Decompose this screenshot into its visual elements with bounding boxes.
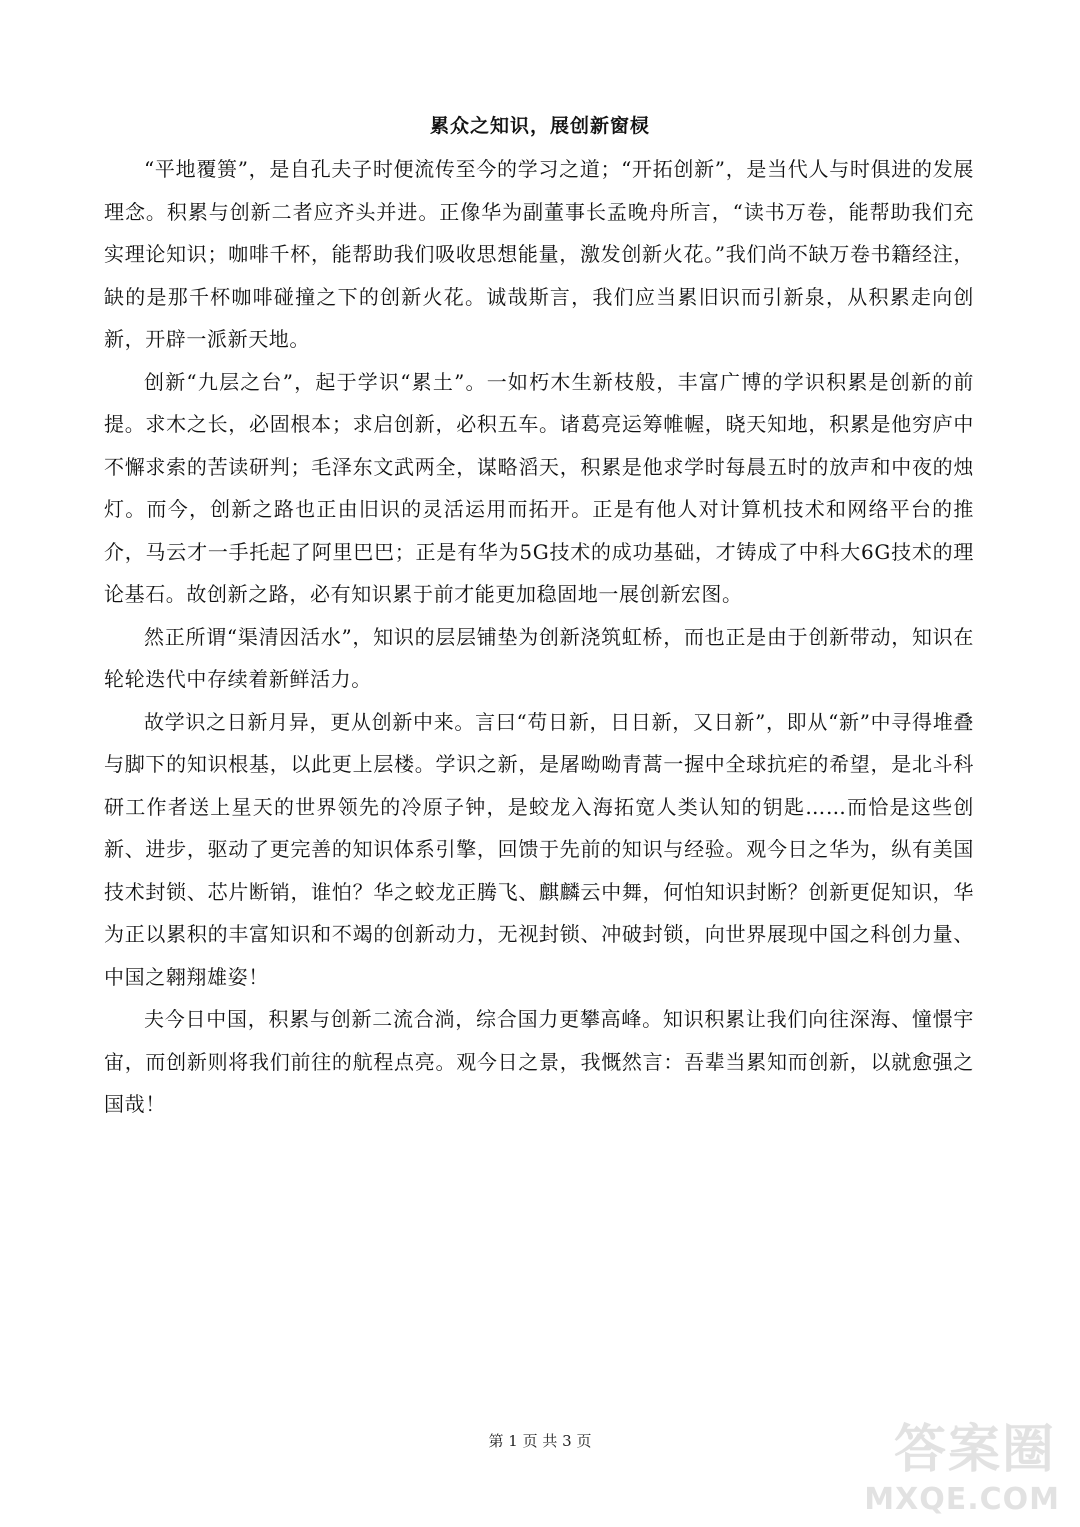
paragraph-4: 故学识之日新月异，更从创新中来。言曰“苟日新，日日新，又日新”，即从“新”中寻得堆叠与脚下的知识根基，以此更上层楼。学识之新，是屠呦呦青蒿一握中全球抗疟的希望，是北斗科研工作者送上星天的世界领先的冷原子钟，是蛟龙入海拓宽人类认知的钥匙……而恰是这些创新、进步，驱动了更完善的知识体系引擎，回馈于先前的知识与经验。观今日之华为，纵有美国技术封锁、芯片断销，谁怕？华之蛟龙正腾飞、麒麟云中舞，何怕知识封断？创新更促知识，华为正以累积的丰富知识和不竭的创新动力，无视封锁、冲破封锁，向世界展现中国之科创力量、中国之翱翔雄姿！	[104, 709, 974, 989]
watermark-logo: 答案圈	[893, 1420, 1056, 1480]
page-number: 第 1 页 共 3 页	[488, 1432, 592, 1450]
paragraph-5: 夫今日中国，积累与创新二流合淌，综合国力更攀高峰。知识积累让我们向往深海、憧憬宇宙，而创新则将我们前往的航程点亮。观今日之景，我慨然言：吾辈当累知而创新，以就愈强之国哉！	[104, 1007, 974, 1116]
paragraph-3: 然正所谓“渠清因活水”，知识的层层铺垫为创新浇筑虹桥，而也正是由于创新带动，知识在轮轮迭代中存续着新鲜活力。	[104, 624, 974, 691]
document-title: 累众之知识，展创新窗棂	[429, 115, 650, 137]
watermark-site: MXQE.COM	[864, 1482, 1060, 1517]
paragraph-2: 创新“九层之台”，起于学识“累土”。一如朽木生新枝般，丰富广博的学识积累是创新的前提。求木之长，必固根本；求启创新，必积五车。诸葛亮运筹帷幄，晓天知地，积累是他穷庐中不懈求索的苦读研判；毛泽东文武两全，谋略滔天，积累是他求学时每晨五时的放声和中夜的烛灯。而今，创新之路也正由旧识的灵活运用而拓开。正是有他人对计算机技术和网络平台的推介，马云才一手托起了阿里巴巴；正是有华为5G技术的成功基础，才铸成了中科大6G技术的理论基石。故创新之路，必有知识累于前才能更加稳固地一展创新宏图。	[104, 369, 974, 606]
document-body	[104, 148, 974, 1126]
watermark	[864, 1407, 1066, 1517]
paragraph-1: “平地覆篑”，是自孔夫子时便流传至今的学习之道；“开拓创新”，是当代人与时俱进的发展理念。积累与创新二者应齐头并进。正像华为副董事长孟晚舟所言，“读书万卷，能帮助我们充实理论知识；咖啡千杯，能帮助我们吸收思想能量，激发创新火花。”我们尚不缺万卷书籍经注，缺的是那千杯咖啡碰撞之下的创新火花。诚哉斯言，我们应当累旧识而引新泉，从积累走向创新，开辟一派新天地。	[104, 157, 974, 351]
